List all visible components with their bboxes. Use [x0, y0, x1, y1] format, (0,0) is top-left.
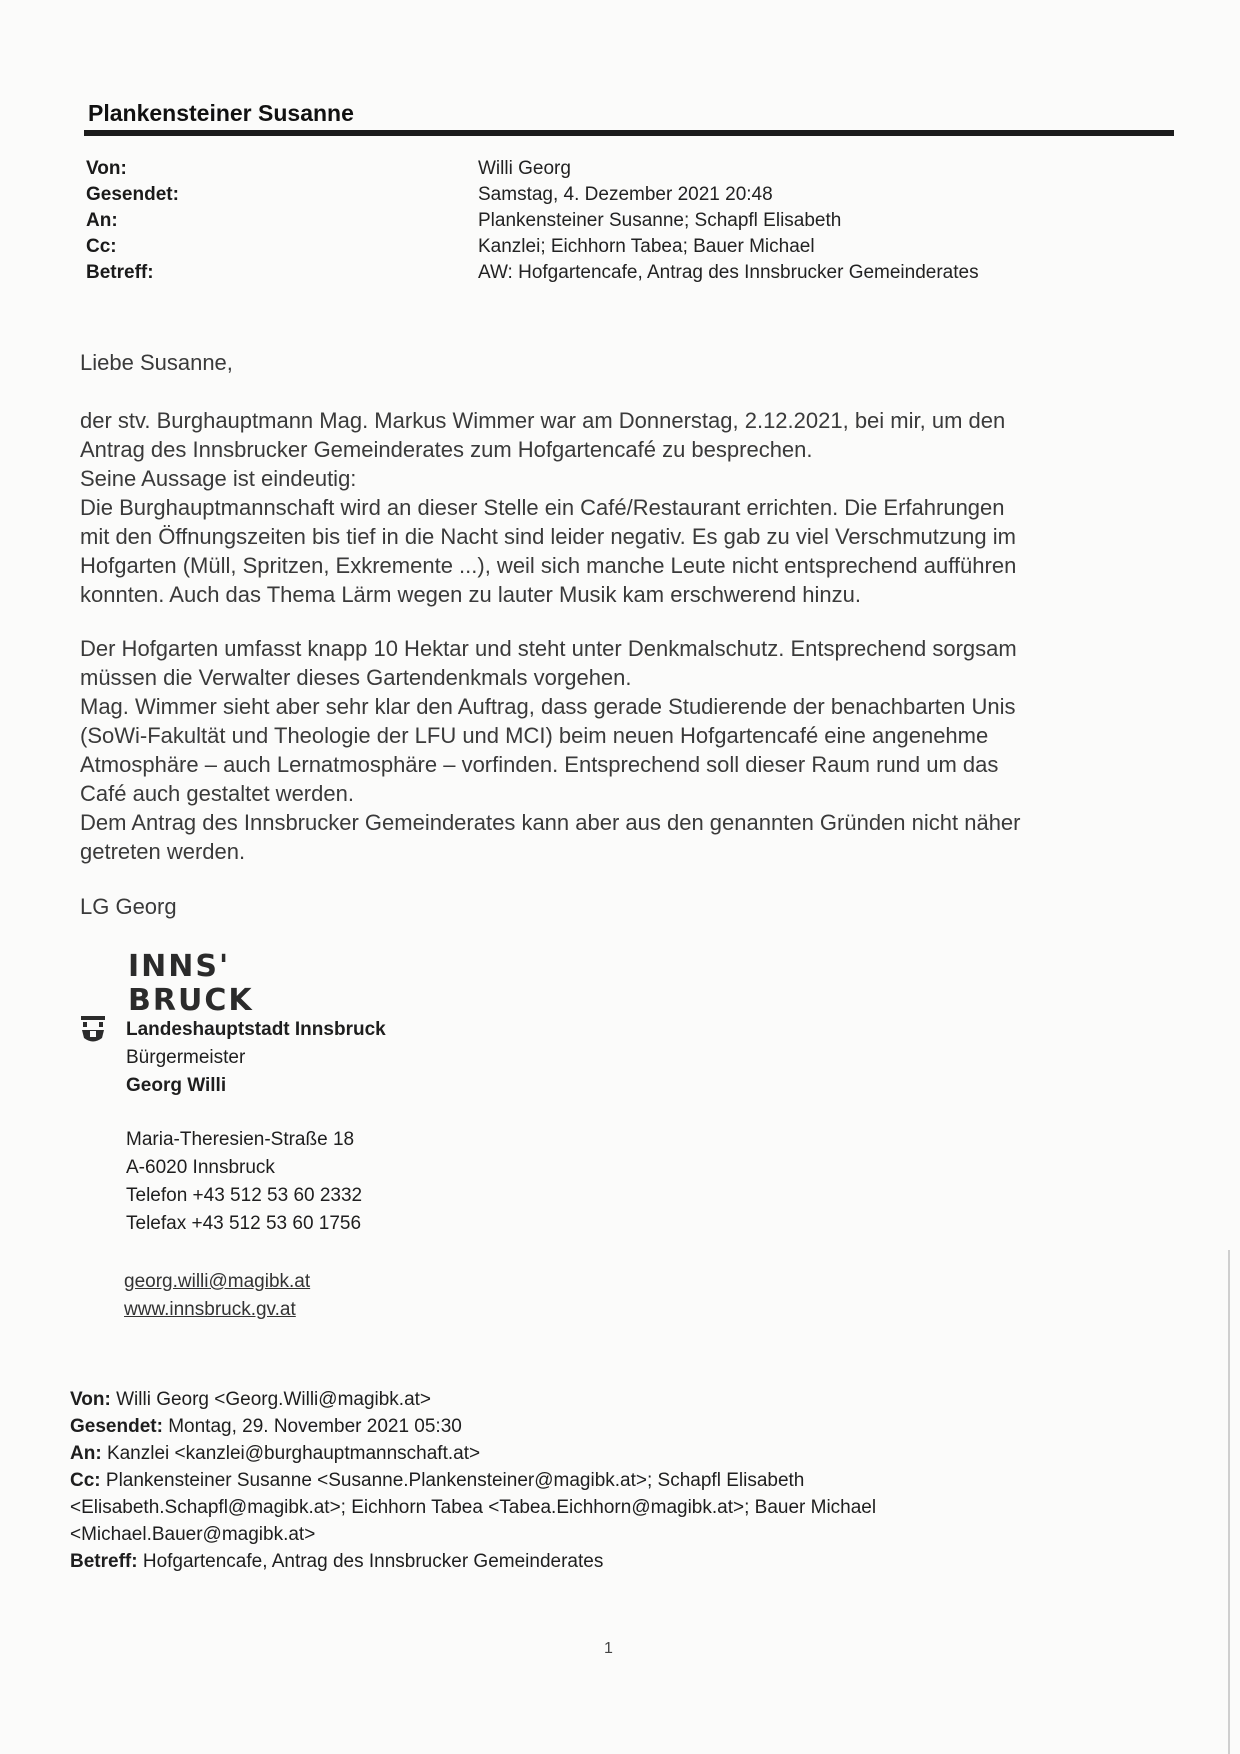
fwd-gesendet-value: Montag, 29. November 2021 05:30 — [168, 1416, 462, 1437]
von-value: Willi Georg — [478, 158, 571, 179]
fwd-cc-value: Plankensteiner Susanne <Susanne.Plankensteiner@magibk.at>; Schapfl Elisabeth — [105, 1470, 805, 1491]
fwd-von-value: Willi Georg <Georg.Willi@magibk.at> — [116, 1389, 432, 1410]
gesendet-label: Gesendet: — [86, 184, 179, 205]
body-line: müssen die Verwalter dieses Gartendenkmals vorgehen. — [80, 665, 632, 690]
fwd-betreff-value: Hofgartencafe, Antrag des Innsbrucker Gemeinderates — [142, 1551, 604, 1572]
fwd-gesendet-label: Gesendet: — [70, 1416, 163, 1437]
greeting: Liebe Susanne, — [80, 350, 233, 375]
forwarded-header — [70, 1386, 1140, 1575]
body-line: Mag. Wimmer sieht aber sehr klar den Auftrag, dass gerade Studierende der benachbarten Unis — [80, 694, 1016, 719]
body-line: (SoWi-Fakultät und Theologie der LFU und MCI) beim neuen Hofgartencafé eine angenehme — [80, 723, 989, 748]
body-line: der stv. Burghauptmann Mag. Markus Wimmer war am Donnerstag, 2.12.2021, bei mir, um den — [80, 408, 1006, 433]
fwd-cc-continued: <Michael.Bauer@magibk.at> — [70, 1524, 316, 1545]
page-number: 1 — [604, 1640, 613, 1657]
cc-label: Cc: — [86, 236, 117, 257]
body-line: Die Burghauptmannschaft wird an dieser Stelle ein Café/Restaurant errichten. Die Erfahrungen — [80, 495, 1005, 520]
body-line: Antrag des Innsbrucker Gemeinderates zum Hofgartencafé zu besprechen. — [80, 437, 813, 462]
address-line: Telefon +43 512 53 60 2332 — [126, 1185, 363, 1206]
body-line: Hofgarten (Müll, Spritzen, Exkremente ...), weil sich manche Leute nicht entsprechend aufführen — [80, 553, 1017, 578]
fwd-row-gesendet — [70, 1413, 1140, 1440]
gesendet-value: Samstag, 4. Dezember 2021 20:48 — [478, 184, 773, 205]
logo-line-2: BRUCK — [128, 983, 254, 1018]
body-paragraph-1 — [80, 406, 1160, 609]
logo-line-1: INNS' — [128, 949, 231, 984]
body-line: mit den Öffnungszeiten bis tief in die Nacht sind leider negativ. Es gab zu viel Verschmutzung im — [80, 524, 1016, 549]
innsbruck-logo — [128, 950, 254, 1018]
body-line: Atmosphäre – auch Lernatmosphäre – vorfinden. Entsprechend soll dieser Raum rund um das — [80, 752, 999, 777]
closing: LG Georg — [80, 894, 177, 919]
body-line: Café auch gestaltet werden. — [80, 781, 354, 806]
body-line: Dem Antrag des Innsbrucker Gemeinderates kann aber aus den genannten Gründen nicht näher — [80, 810, 1021, 835]
scan-edge — [1228, 1250, 1230, 1754]
cc-value: Kanzlei; Eichhorn Tabea; Bauer Michael — [478, 236, 815, 257]
fwd-cc-label: Cc: — [70, 1470, 101, 1491]
an-label: An: — [86, 210, 118, 231]
city-crest-icon — [78, 1012, 108, 1046]
signature-role: Bürgermeister — [126, 1047, 246, 1068]
von-label: Von: — [86, 158, 127, 179]
website-link[interactable]: www.innsbruck.gv.at — [124, 1299, 296, 1320]
fwd-row-von — [70, 1386, 1140, 1413]
fwd-cc-continued: <Elisabeth.Schapfl@magibk.at>; Eichhorn Tabea <Tabea.Eichhorn@magibk.at>; Bauer Michael — [70, 1497, 877, 1518]
address-line: A-6020 Innsbruck — [126, 1157, 275, 1178]
body-line: Der Hofgarten umfasst knapp 10 Hektar und steht unter Denkmalschutz. Entsprechend sorgsam — [80, 636, 1017, 661]
fwd-row-an — [70, 1440, 1140, 1467]
address-line: Telefax +43 512 53 60 1756 — [126, 1213, 362, 1234]
fwd-row-cc — [70, 1467, 1140, 1494]
signature-address — [126, 1126, 362, 1238]
body-paragraph-2 — [80, 634, 1160, 866]
fwd-von-label: Von: — [70, 1389, 111, 1410]
signature-org: Landeshauptstadt Innsbruck — [126, 1019, 386, 1040]
fwd-betreff-label: Betreff: — [70, 1551, 138, 1572]
signature-name: Georg Willi — [126, 1075, 227, 1096]
fwd-row-betreff — [70, 1548, 1140, 1575]
fwd-an-value: Kanzlei <kanzlei@burghauptmannschaft.at> — [106, 1443, 481, 1464]
sender-name: Plankensteiner Susanne — [88, 100, 354, 126]
body-line: Seine Aussage ist eindeutig: — [80, 466, 357, 491]
header-rule — [84, 130, 1174, 136]
fwd-an-label: An: — [70, 1443, 102, 1464]
betreff-value: AW: Hofgartencafe, Antrag des Innsbrucker Gemeinderates — [478, 262, 979, 283]
signature-links — [124, 1268, 310, 1324]
betreff-label: Betreff: — [86, 262, 154, 283]
body-line: getreten werden. — [80, 839, 246, 864]
address-line: Maria-Theresien-Straße 18 — [126, 1129, 355, 1150]
body-line: konnten. Auch das Thema Lärm wegen zu lauter Musik kam erschwerend hinzu. — [80, 582, 861, 607]
an-value: Plankensteiner Susanne; Schapfl Elisabeth — [478, 210, 842, 231]
email-link[interactable]: georg.willi@magibk.at — [124, 1271, 311, 1292]
